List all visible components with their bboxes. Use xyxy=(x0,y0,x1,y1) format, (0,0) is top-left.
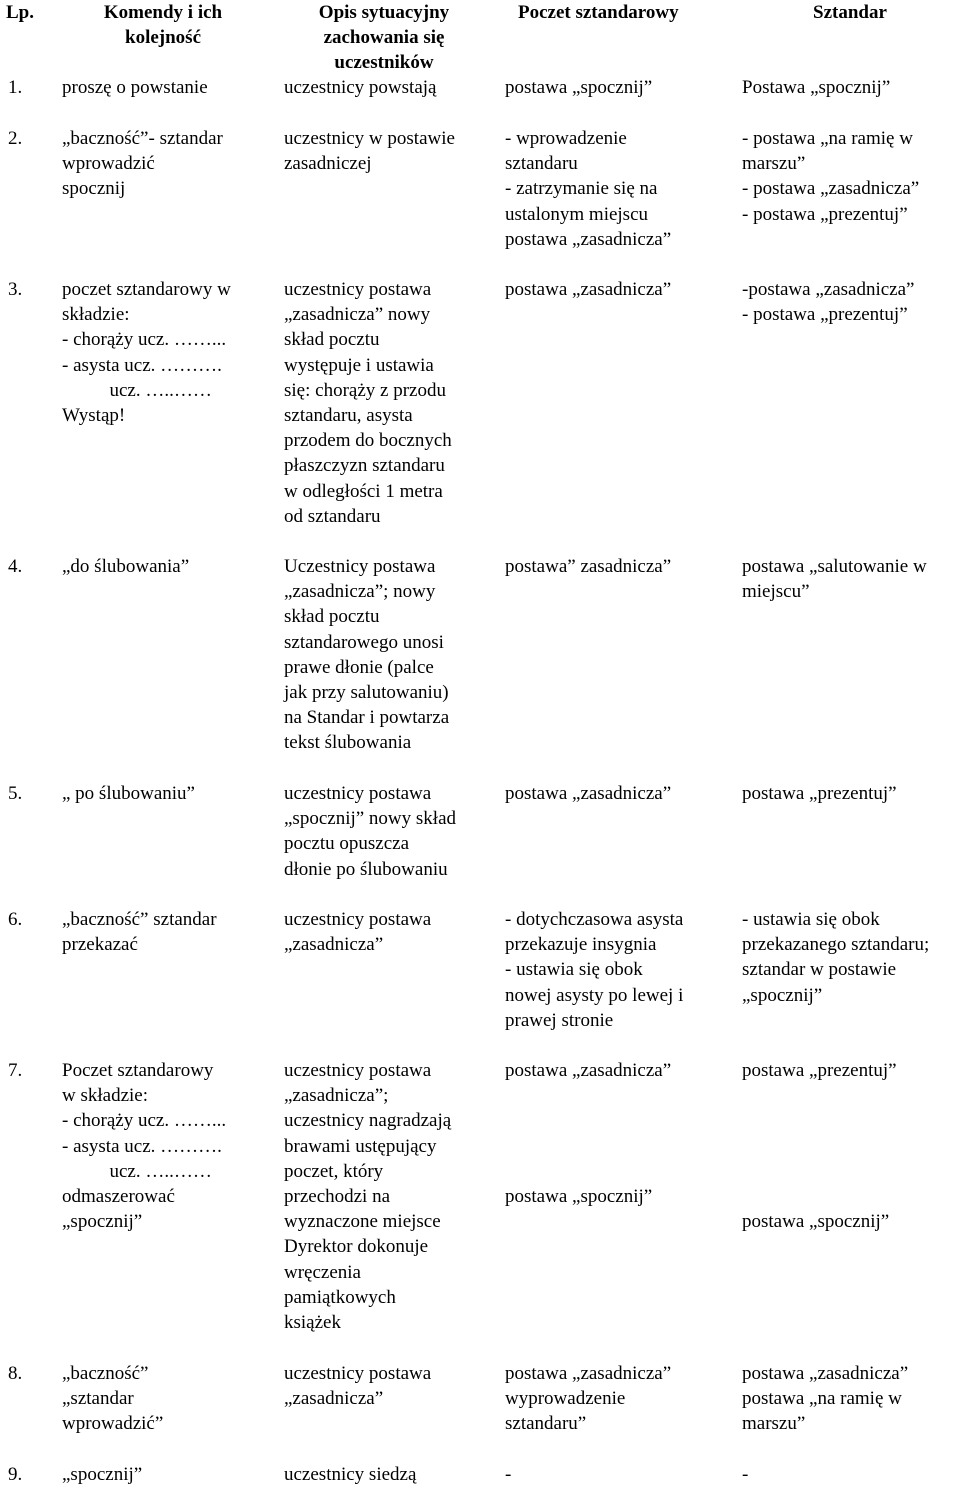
cell-line: przekazać xyxy=(62,934,138,956)
opis-cell xyxy=(284,1058,451,1335)
cell-line: w odległości 1 metra xyxy=(284,480,443,502)
cell-line: ucz. …..…… xyxy=(62,1160,212,1182)
row-number: 9. xyxy=(8,1464,23,1485)
cell-line xyxy=(742,1159,897,1184)
cell-line: „sztandar xyxy=(62,1388,134,1410)
cell-line: Wystąp! xyxy=(62,404,126,426)
cell-line: uczestnicy postawa xyxy=(284,783,432,804)
cell-line: postawa „zasadnicza” xyxy=(505,279,672,300)
cell-line: Postawa „spocznij” xyxy=(742,77,891,98)
opis-cell xyxy=(284,1462,416,1487)
cell-line: uczestnicy nagradzają xyxy=(284,1110,452,1132)
cell-line: przechodzi na xyxy=(284,1185,391,1207)
sztandar-cell xyxy=(742,781,897,806)
cell-line: „baczność” sztandar xyxy=(62,909,217,930)
opis-cell xyxy=(284,1361,431,1411)
sztandar-cell xyxy=(742,1058,897,1234)
sztandar-cell xyxy=(742,1361,908,1437)
cell-line: - postawa „zasadnicza” xyxy=(742,178,920,200)
row-number: 7. xyxy=(8,1060,23,1081)
cell-line: - asysta ucz. ………. xyxy=(62,1135,222,1157)
cell-line: uczestnicy postawa xyxy=(284,279,432,300)
cell-line xyxy=(505,1134,671,1159)
cell-line: od sztandaru xyxy=(284,505,381,527)
cell-line: - postawa „prezentuj” xyxy=(742,304,908,326)
komenda-cell xyxy=(62,554,189,579)
poczet-cell xyxy=(505,126,671,252)
row-number: 4. xyxy=(8,556,23,577)
komenda-cell xyxy=(62,1361,163,1437)
sztandar-cell xyxy=(742,75,890,100)
row-number: 5. xyxy=(8,783,23,804)
header-sztandar: Sztandar xyxy=(813,2,887,23)
komenda-cell xyxy=(62,907,217,957)
cell-line: wyznaczone miejsce xyxy=(284,1211,441,1233)
cell-line: - ustawia się obok xyxy=(505,959,643,981)
sztandar-cell xyxy=(742,1462,748,1487)
cell-line: postawa „zasadnicza” xyxy=(742,1363,909,1384)
cell-line: występuje i ustawia xyxy=(284,354,434,376)
cell-line: - postawa „na ramię w xyxy=(742,128,913,149)
cell-line: sztandaru xyxy=(505,153,578,175)
cell-line xyxy=(505,1159,671,1184)
cell-line: uczestnicy postawa xyxy=(284,1363,432,1384)
cell-line: przekazuje insygnia xyxy=(505,934,657,956)
opis-cell xyxy=(284,277,452,529)
cell-line: - asysta ucz. ………. xyxy=(62,354,222,376)
cell-line: postawa „prezentuj” xyxy=(742,783,897,804)
cell-line: poczet, który xyxy=(284,1160,384,1182)
cell-line: - chorąży ucz. ……... xyxy=(62,329,227,351)
cell-line: prawej stronie xyxy=(505,1009,614,1031)
header-opis: Opis sytuacyjny zachowania się uczestników xyxy=(318,2,450,74)
sztandar-cell xyxy=(742,907,929,1008)
row-number: 2. xyxy=(8,128,23,149)
header-lp: Lp. xyxy=(6,2,34,23)
opis-cell xyxy=(284,126,455,176)
cell-line: postawa „spocznij” xyxy=(742,1211,890,1233)
cell-line: odmaszerować xyxy=(62,1185,175,1207)
cell-line: sztandar w postawie xyxy=(742,959,897,981)
cell-line: „zasadnicza” xyxy=(284,934,384,956)
cell-line: nowej asysty po lewej i xyxy=(505,984,684,1006)
cell-line: uczestnicy siedzą xyxy=(284,1464,417,1485)
cell-line: „baczność” xyxy=(62,1363,149,1384)
cell-line: uczestnicy postawa xyxy=(284,909,432,930)
cell-line: „ po ślubowaniu” xyxy=(62,783,195,804)
cell-line: przekazanego sztandaru; xyxy=(742,934,930,956)
cell-line: ustalonym miejscu xyxy=(505,203,649,225)
cell-line: dłonie po ślubowaniu xyxy=(284,858,448,880)
cell-line: sztandarowego unosi xyxy=(284,631,444,653)
cell-line: - postawa „prezentuj” xyxy=(742,203,908,225)
komenda-cell xyxy=(62,781,195,806)
row-number: 6. xyxy=(8,909,23,930)
cell-line: przodem do bocznych xyxy=(284,430,452,452)
cell-line: „baczność”- sztandar xyxy=(62,128,223,149)
cell-line: postawa „salutowanie w xyxy=(742,556,927,577)
cell-line: się: chorąży z przodu xyxy=(284,379,446,401)
cell-line: „spocznij” nowy skład xyxy=(284,808,457,830)
header-poczet: Poczet sztandarowy xyxy=(518,2,679,23)
cell-line: Uczestnicy postawa xyxy=(284,556,436,577)
komenda-cell xyxy=(62,277,231,428)
row-number: 8. xyxy=(8,1363,23,1384)
cell-line: brawami ustępujący xyxy=(284,1135,437,1157)
cell-line: „spocznij” xyxy=(62,1464,143,1485)
cell-line: marszu” xyxy=(742,153,806,175)
cell-line: wprowadzić xyxy=(62,153,155,175)
cell-line: pamiątkowych xyxy=(284,1286,396,1308)
poczet-cell xyxy=(505,554,671,579)
poczet-cell xyxy=(505,1058,671,1209)
opis-cell xyxy=(284,907,431,957)
poczet-cell xyxy=(505,1361,671,1437)
cell-line: - wprowadzenie xyxy=(505,128,627,149)
cell-line xyxy=(742,1184,897,1209)
sztandar-cell xyxy=(742,277,914,327)
cell-line: tekst ślubowania xyxy=(284,732,412,754)
cell-line: uczestnicy postawa xyxy=(284,1060,432,1081)
cell-line xyxy=(505,1108,671,1133)
cell-line: Poczet sztandarowy xyxy=(62,1060,214,1081)
cell-line: sztandaru” xyxy=(505,1413,587,1435)
cell-line: na Standar i powtarza xyxy=(284,707,450,729)
cell-line: prawe dłonie (palce xyxy=(284,656,434,678)
cell-line: sztandaru, asysta xyxy=(284,404,413,426)
cell-line: „zasadnicza” xyxy=(284,1388,384,1410)
poczet-cell xyxy=(505,907,683,1033)
cell-line: spocznij xyxy=(62,178,126,200)
cell-line: uczestnicy w postawie xyxy=(284,128,455,149)
cell-line: ucz. …..…… xyxy=(62,379,212,401)
header-komendy: Komendy i ich kolejność xyxy=(103,2,223,49)
cell-line: zasadniczej xyxy=(284,153,372,175)
sztandar-cell xyxy=(742,126,919,227)
cell-line: postawa „spocznij” xyxy=(505,1185,653,1207)
cell-line xyxy=(742,1083,897,1108)
cell-line: płaszczyzn sztandaru xyxy=(284,455,445,477)
cell-line: skład pocztu xyxy=(284,329,380,351)
cell-line: postawa „na ramię w xyxy=(742,1388,902,1410)
cell-line: - zatrzymanie się na xyxy=(505,178,658,200)
cell-line: - xyxy=(742,1464,749,1485)
cell-line: „spocznij” xyxy=(742,984,823,1006)
cell-line: Dyrektor dokonuje xyxy=(284,1236,429,1258)
cell-line xyxy=(742,1108,897,1133)
poczet-cell xyxy=(505,75,652,100)
komenda-cell xyxy=(62,1058,226,1234)
cell-line: uczestnicy powstają xyxy=(284,77,437,98)
cell-line: postawa „spocznij” xyxy=(505,77,653,98)
opis-cell xyxy=(284,781,456,882)
komenda-cell xyxy=(62,126,223,202)
poczet-cell xyxy=(505,781,671,806)
cell-line: postawa „zasadnicza” xyxy=(505,228,672,250)
cell-line: „zasadnicza”; nowy xyxy=(284,581,436,603)
cell-line: wprowadzić” xyxy=(62,1413,164,1435)
cell-line: „spocznij” xyxy=(62,1211,143,1233)
sztandar-cell xyxy=(742,554,927,604)
komenda-cell xyxy=(62,75,208,100)
cell-line: postawa „zasadnicza” xyxy=(505,1060,672,1081)
cell-line: wyprowadzenie xyxy=(505,1388,626,1410)
cell-line: wręczenia xyxy=(284,1261,361,1283)
cell-line: w składzie: xyxy=(62,1085,149,1107)
cell-line: - chorąży ucz. ……... xyxy=(62,1110,227,1132)
cell-line: skład pocztu xyxy=(284,606,380,628)
cell-line: postawa” zasadnicza” xyxy=(505,556,672,577)
cell-line: „zasadnicza” nowy xyxy=(284,304,431,326)
cell-line: książek xyxy=(284,1311,341,1333)
cell-line: miejscu” xyxy=(742,581,810,603)
cell-line: -postawa „zasadnicza” xyxy=(742,279,915,300)
poczet-cell xyxy=(505,277,671,302)
cell-line: poczet sztandarowy w xyxy=(62,279,231,300)
cell-line: - xyxy=(505,1464,512,1485)
cell-line: postawa „zasadnicza” xyxy=(505,1363,672,1384)
cell-line: marszu” xyxy=(742,1413,806,1435)
cell-line: składzie: xyxy=(62,304,130,326)
poczet-cell xyxy=(505,1462,511,1487)
cell-line: postawa „prezentuj” xyxy=(742,1060,897,1081)
cell-line: postawa „zasadnicza” xyxy=(505,783,672,804)
cell-line: proszę o powstanie xyxy=(62,77,208,98)
komenda-cell xyxy=(62,1462,142,1487)
row-number: 1. xyxy=(8,77,23,98)
cell-line: pocztu opuszcza xyxy=(284,833,410,855)
cell-line: „zasadnicza”; xyxy=(284,1085,389,1107)
cell-line: - dotychczasowa asysta xyxy=(505,909,684,930)
cell-line xyxy=(742,1134,897,1159)
cell-line xyxy=(505,1083,671,1108)
row-number: 3. xyxy=(8,279,23,300)
opis-cell xyxy=(284,554,449,756)
cell-line: jak przy salutowaniu) xyxy=(284,681,449,703)
cell-line: „do ślubowania” xyxy=(62,556,190,577)
cell-line: - ustawia się obok xyxy=(742,909,880,930)
opis-cell xyxy=(284,75,436,100)
